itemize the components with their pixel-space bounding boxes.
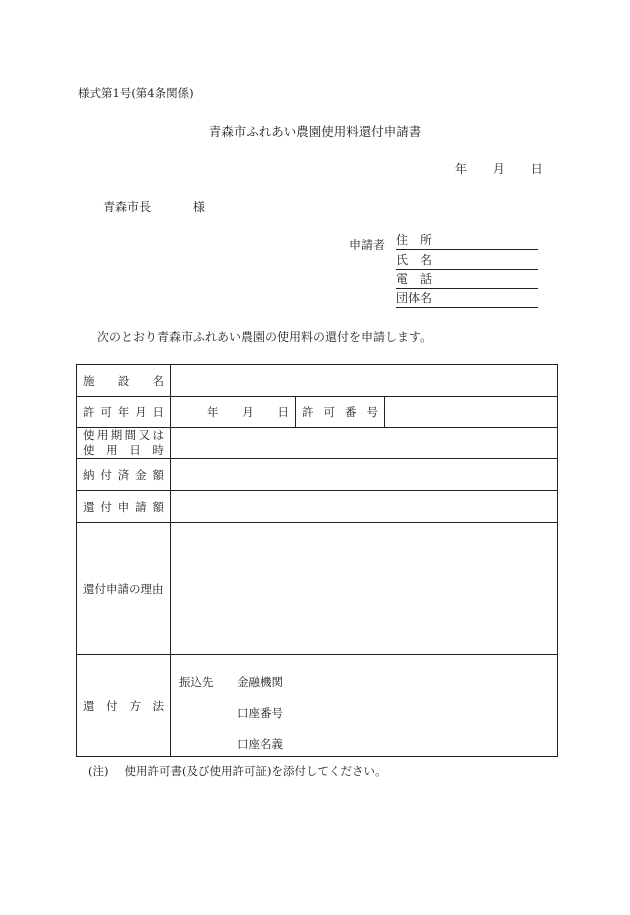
table-row xyxy=(77,491,558,523)
facility-label: 施 設 名 xyxy=(83,373,164,388)
table-row xyxy=(77,428,558,459)
applicant-address-field[interactable] xyxy=(396,232,538,250)
account-name-label: 口座名義 xyxy=(237,737,283,751)
addressee-name: 青森市長 xyxy=(103,200,152,214)
method-label-cell xyxy=(77,655,171,757)
applicant-phone-field[interactable] xyxy=(396,271,538,289)
refund-amount-label-cell xyxy=(77,491,171,523)
addressee-honorific: 様 xyxy=(193,200,206,214)
permit-number-input[interactable] xyxy=(385,397,558,428)
date-day: 日 xyxy=(530,162,543,176)
table-row xyxy=(77,523,558,655)
permit-number-label-cell xyxy=(296,397,385,428)
document-title: 青森市ふれあい農園使用料還付申請書 xyxy=(208,124,422,139)
period-label-line2: 使 用 日 時 xyxy=(83,443,164,457)
intro-text: 次のとおり青森市ふれあい農園の使用料の還付を申請します。 xyxy=(97,330,433,344)
paid-amount-label-cell xyxy=(77,459,171,491)
application-table xyxy=(76,364,558,757)
paid-amount-label: 納 付 済 金 額 xyxy=(83,467,164,482)
reason-input[interactable] xyxy=(171,523,558,655)
refund-amount-label: 還 付 申 請 額 xyxy=(83,499,164,514)
facility-label-cell xyxy=(77,365,171,397)
period-label-line1: 使 用 期 間 又 は xyxy=(83,428,164,442)
table-row xyxy=(77,655,558,757)
paid-amount-input[interactable] xyxy=(171,459,558,491)
permit-year: 年 xyxy=(207,405,219,419)
method-label: 還 付 方 法 xyxy=(83,698,164,713)
applicant-name-field[interactable] xyxy=(396,252,538,270)
form-number: 様式第1号(第4条関係) xyxy=(78,86,194,100)
addressee xyxy=(103,198,205,215)
applicant-name-label: 氏 名 xyxy=(396,253,433,267)
applicant-address-label: 住 所 xyxy=(396,233,433,247)
account-number-label: 口座番号 xyxy=(237,706,283,720)
bank-label: 金融機関 xyxy=(237,675,283,689)
table-row xyxy=(77,365,558,397)
permit-date-label: 許 可 年 月 日 xyxy=(83,405,164,419)
applicant-group-label: 団体名 xyxy=(396,291,433,305)
permit-date-label-cell xyxy=(77,397,171,428)
table-row xyxy=(77,459,558,491)
table-row xyxy=(77,397,558,428)
date-year: 年 xyxy=(455,162,468,176)
reason-label: 還付申請の理由 xyxy=(83,581,164,596)
applicant-group-field[interactable] xyxy=(396,290,538,308)
refund-amount-input[interactable] xyxy=(171,491,558,523)
permit-number-label: 許 可 番 号 xyxy=(302,405,378,419)
method-input[interactable] xyxy=(171,655,558,757)
note xyxy=(88,763,386,779)
permit-date-input[interactable] xyxy=(171,397,296,428)
note-text: 使用許可書(及び使用許可証)を添付してください。 xyxy=(124,764,387,778)
period-label-cell xyxy=(77,428,171,459)
reason-label-cell xyxy=(77,523,171,655)
period-input[interactable] xyxy=(171,428,558,459)
date-month: 月 xyxy=(492,162,505,176)
applicant-label: 申請者 xyxy=(349,238,386,252)
facility-input[interactable] xyxy=(171,365,558,397)
applicant-phone-label: 電 話 xyxy=(396,272,433,286)
permit-day: 日 xyxy=(277,405,289,419)
submission-date xyxy=(455,160,543,177)
note-prefix: (注) xyxy=(88,764,109,778)
permit-month: 月 xyxy=(242,405,254,419)
transfer-label: 振込先 xyxy=(179,675,214,689)
